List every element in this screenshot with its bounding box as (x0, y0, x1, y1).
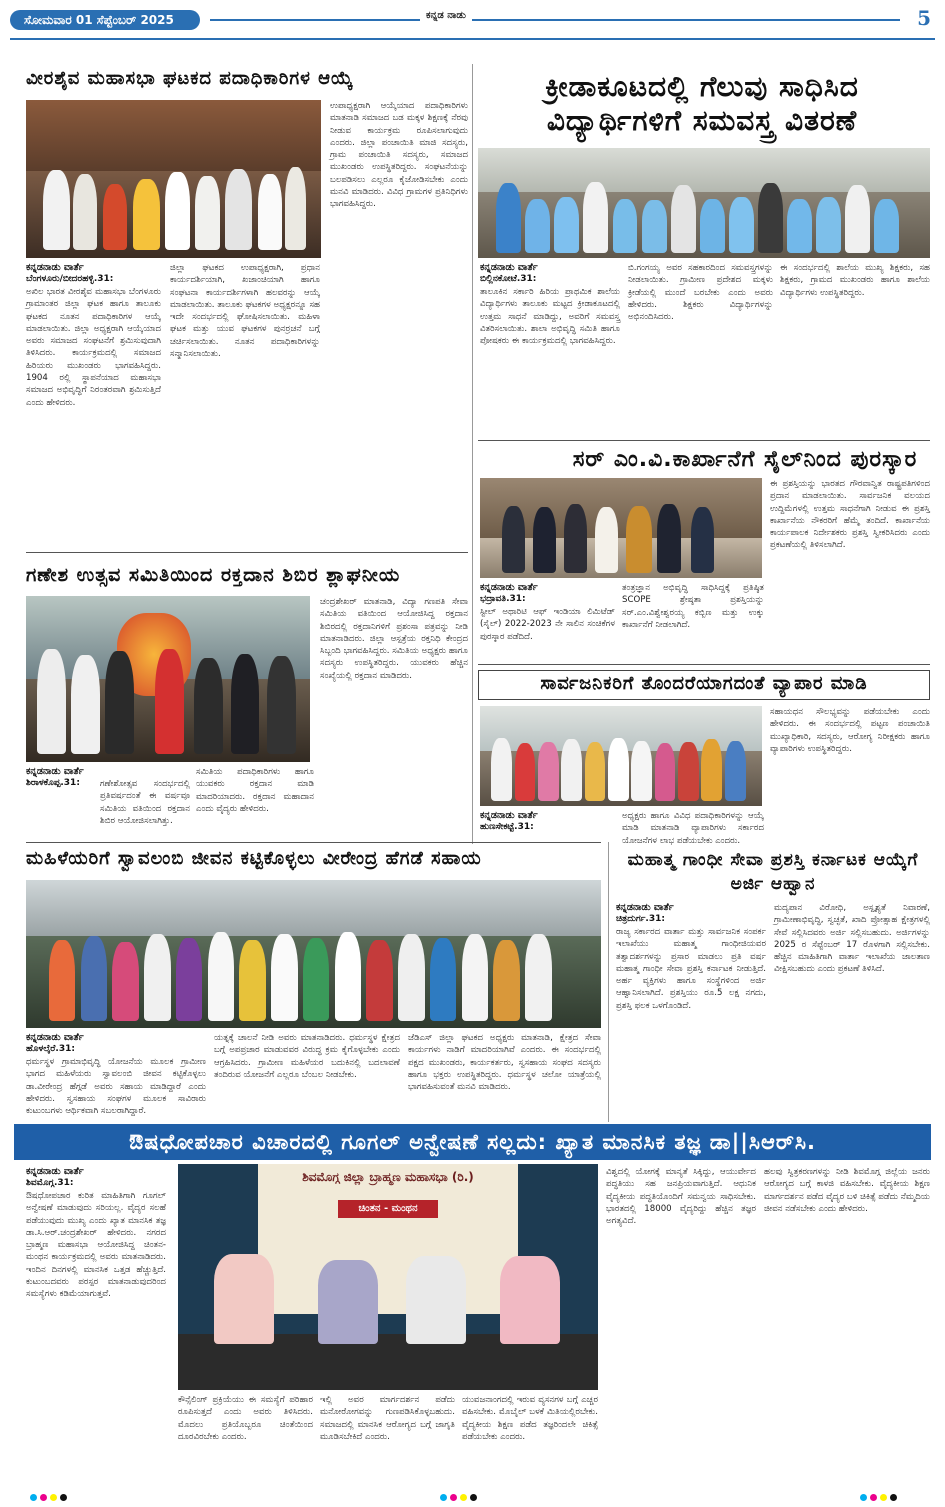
google-col2: ಕೌನ್ಸೆಲಿಂಗ್ ಪ್ರಕ್ರಿಯೆಯು ಈ ಸಮಸ್ಯೆಗೆ ಪರಿಹಾರ ರೂಪಿಸುತ್ತದೆ ಎಂದು ಅವರು ತಿಳಿಸಿದರು. ಮೊದಲು ಪ್ರತಿಯೊಬ್ಬರೂ ಚಿಂತೆಯಿಂದ ದೂರವಿರಬೇಕು ಎಂದರು. (178, 1395, 313, 1442)
women-photo (26, 880, 601, 1028)
sail-top-rule (478, 440, 930, 441)
trade-top-rule (478, 664, 930, 665)
header-rule (10, 38, 935, 40)
trade-col1-pad (480, 834, 615, 835)
trade-dateline: ಹುಣಸೇಕಟ್ಟೆ.31: (480, 822, 534, 832)
google-photo (178, 1164, 598, 1390)
banner-subtitle: ಚಿಂತನ - ಮಂಥನ (338, 1200, 438, 1218)
trade-col1-line (560, 822, 616, 828)
google-byline: ಕನ್ನಡನಾಡು ವಾರ್ತೆ (26, 1166, 84, 1177)
gandhi-left-rule (608, 842, 609, 1122)
trade-headline: ಸಾರ್ವಜನಿಕರಿಗೆ ತೊಂದರೆಯಾಗದಂತೆ ವ್ಯಾಪಾರ ಮಾಡಿ (540, 673, 868, 694)
sail-col2: ತಂತ್ರಜ್ಞಾನ ಅಭಿವೃದ್ಧಿ ಸಾಧಿಸಿದ್ದಕ್ಕೆ ಪ್ರತಿಷ್ಠಿತ SCOPE ಶ್ರೇಷ್ಠತಾ ಪ್ರಶಸ್ತಿಯನ್ನು ಸರ್.ಎಂ.ವಿಶ್ವೇಶ್ವರಯ್ಯ ಕಬ್ಬಿಣ ಮತ್ತು ಉಕ್ಕು ಕಾರ್ಖಾನೆಗೆ ನೀಡಲಾಗಿದೆ. (622, 583, 764, 630)
event-backdrop (258, 1164, 518, 1314)
sail-byline: ಕನ್ನಡನಾಡು ವಾರ್ತೆ (480, 582, 538, 593)
sports-col2: ಬಿ.ಗಂಗಯ್ಯ ಅವರ ಸಹಕಾರದಿಂದ ಸಮವಸ್ತ್ರಗಳನ್ನು ನೀಡಲಾಯಿತು. ಗ್ರಾಮೀಣ ಪ್ರದೇಶದ ಮಕ್ಕಳು ಕ್ರೀಡೆಯಲ್ಲಿ ಮುಂದೆ ಬರಬೇಕು ಎಂದು ಅವರು ಹೇಳಿದರು. ಶಿಕ್ಷಕರು ವಿದ್ಯಾರ್ಥಿಗಳನ್ನು ಅಭಿನಂದಿಸಿದರು. (628, 263, 773, 323)
registration-marks-center (440, 1494, 480, 1503)
google-col3: ಇಲ್ಲಿ ಅವರ ಮಾರ್ಗದರ್ಶನ ಪಡೆದು ಮನೋರೋಗವನ್ನು ಗುಣಪಡಿಸಿಕೊಳ್ಳಬಹುದು. ಸಮಾಜದಲ್ಲಿ ಮಾನಸಿಕ ಆರೋಗ್ಯದ ಬಗ್ಗೆ ಜಾಗೃತಿ ಮೂಡಿಸಬೇಕಿದೆ ಎಂದರು. (320, 1395, 455, 1442)
sports-col3: ಈ ಸಂದರ್ಭದಲ್ಲಿ ಶಾಲೆಯ ಮುಖ್ಯ ಶಿಕ್ಷಕರು, ಸಹ ಶಿಕ್ಷಕರು, ಗ್ರಾಮದ ಮುಖಂಡರು ಹಾಗೂ ಶಾಲೆಯ ವಿದ್ಯಾರ್ಥಿಗಳು ಉಪಸ್ಥಿತರಿದ್ದರು. (780, 263, 930, 298)
page-number: 5 (917, 6, 931, 30)
google-col1: ಔಷಧೋಪಚಾರ ಕುರಿತ ಮಾಹಿತಿಗಾಗಿ ಗೂಗಲ್ ಅನ್ವೇಷಣೆ ಮಾಡುವುದು ಸರಿಯಲ್ಲ. ವೈದ್ಯರ ಸಲಹೆ ಪಡೆಯುವುದು ಮುಖ್ಯ ಎಂದು ಖ್ಯಾತ ಮಾನಸಿಕ ತಜ್ಞ ಡಾ.ಸಿ.ಆರ್.ಚಂದ್ರಶೇಖರ್ ಹೇಳಿದರು. ನಗರದ ಬ್ರಾಹ್ಮಣ ಮಹಾಸಭಾ ಆಯೋಜಿಸಿದ್ದ ಚಿಂತನ-ಮಂಥನ ಕಾರ್ಯಕ್ರಮದಲ್ಲಿ ಅವರು ಮಾತನಾಡಿದರು. ಇಂದಿನ ದಿನಗಳಲ್ಲಿ ಮಾನಸಿಕ ಒತ್ತಡ ಹೆಚ್ಚುತ್ತಿದೆ. ಕುಟುಂಬದವರು ಪರಸ್ಪರ ಮಾತನಾಡುವುದರಿಂದ ಸಮಸ್ಯೆಗಳು ಕಡಿಮೆಯಾಗುತ್ತವೆ. (26, 1191, 166, 1300)
sail-dateline: ಭದ್ರಾವತಿ.31: (480, 594, 526, 604)
sports-dateline: ಬಿಲ್ಲಿನಕೋಟೆ.31: (480, 274, 537, 284)
sail-col1: ಸ್ಟೀಲ್ ಅಥಾರಿಟಿ ಆಫ್ ಇಂಡಿಯಾ ಲಿಮಿಟೆಡ್ (ಸೈಲ್) 2022-2023 ನೇ ಸಾಲಿನ ಸಂಚಿಕೆಗಳ ಪುರಸ್ಕಾರ ಪಡೆದಿದೆ. (480, 607, 615, 642)
sports-byline: ಕನ್ನಡನಾಡು ವಾರ್ತೆ (480, 262, 538, 273)
women-col2: ಯತ್ನಕ್ಕೆ ಚಾಲನೆ ನೀಡಿ ಅವರು ಮಾತನಾಡಿದರು. ಧರ್ಮಸ್ಥಳ ಕ್ಷೇತ್ರದ ಬಗ್ಗೆ ಅಪಪ್ರಚಾರ ಮಾಡುವವರ ವಿರುದ್ಧ ಕ್ರಮ ಕೈಗೊಳ್ಳಬೇಕು ಎಂದು ಆಗ್ರಹಿಸಿದರು. ಗ್ರಾಮೀಣ ಮಹಿಳೆಯರ ಬದುಕಿನಲ್ಲಿ ಬದಲಾವಣೆ ತಂದಿರುವ ಯೋಜನೆಗೆ ಎಲ್ಲರೂ ಬೆಂಬಲ ನೀಡಬೇಕು. (214, 1033, 400, 1080)
google-dateline: ಶಿವಮೊಗ್ಗ.31: (26, 1178, 74, 1188)
sports-photo (478, 148, 930, 258)
center-column-rule (472, 64, 473, 844)
ganesha-headline: ಗಣೇಶ ಉತ್ಸವ ಸಮಿತಿಯಿಂದ ರಕ್ತದಾನ ಶಿಬಿರ ಶ್ಲಾಘನೀಯ (26, 564, 401, 586)
masthead-bar (10, 6, 935, 36)
registration-marks-left (30, 1494, 70, 1503)
gandhi-col2: ಮದ್ಯಪಾನ ವಿರೋಧಿ, ಅಸ್ಪೃಶ್ಯತೆ ನಿವಾರಣೆ, ಗ್ರಾಮೀಣಾಭಿವೃದ್ಧಿ, ಸ್ವಚ್ಛತೆ, ಖಾದಿ ಪ್ರೋತ್ಸಾಹ ಕ್ಷೇತ್ರಗಳಲ್ಲಿ ಸೇವೆ ಸಲ್ಲಿಸಿದವರು ಅರ್ಜಿ ಸಲ್ಲಿಸಬಹುದು. ಅರ್ಜಿಗಳನ್ನು 2025 ರ ಸೆಪ್ಟೆಂಬರ್ 17 ರೊಳಗಾಗಿ ಸಲ್ಲಿಸಬೇಕು. ಹೆಚ್ಚಿನ ಮಾಹಿತಿಗಾಗಿ ವಾರ್ತಾ ಇಲಾಖೆಯ ಜಾಲತಾಣ ವೀಕ್ಷಿಸಬಹುದು ಎಂದು ಪ್ರಕಟಣೆ ತಿಳಿಸಿದೆ. (774, 903, 930, 975)
ganesha-top-rule (26, 552, 468, 553)
gandhi-dateline: ಚಿತ್ರದುರ್ಗ.31: (616, 914, 665, 924)
trade-photo (480, 706, 762, 806)
google-headline: ಔಷಧೋಪಚಾರ ವಿಚಾರದಲ್ಲಿ ಗೂಗಲ್ ಅನ್ವೇಷಣೆ ಸಲ್ಲದು: ಖ್ಯಾತ ಮಾನಸಿಕ ತಜ್ಞ ಡಾ||ಸಿಆರ್‌ಸಿ. (14, 1124, 931, 1160)
gandhi-headline: ಮಹಾತ್ಮ ಗಾಂಧೀ ಸೇವಾ ಪ್ರಶಸ್ತಿ ಕರ್ನಾಟಕ ಆಯ್ಕೆಗೆ ಅರ್ಜಿ ಆಹ್ವಾನ (627, 850, 919, 894)
ganesha-byline: ಕನ್ನಡನಾಡು ವಾರ್ತೆ (26, 766, 84, 777)
veerashaiva-photo (26, 100, 321, 258)
sail-photo (480, 478, 762, 578)
registration-marks-right (860, 1494, 900, 1503)
veerashaiva-col1: ಅಖಿಲ ಭಾರತ ವೀರಶೈವ ಮಹಾಸಭಾ ಬೆಂಗಳೂರು ಗ್ರಾಮಾಂತರ ಜಿಲ್ಲಾ ಘಟಕ ಹಾಗೂ ತಾಲೂಕು ಘಟಕದ ನೂತನ ಪದಾಧಿಕಾರಿಗಳ ಆಯ್ಕೆ ಮಾಡಲಾಯಿತು. ಜಿಲ್ಲಾ ಅಧ್ಯಕ್ಷರಾಗಿ ಆಯ್ಕೆಯಾದ ಅವರು ಸಮಾಜದ ಸಂಘಟನೆಗೆ ಶ್ರಮಿಸುವುದಾಗಿ ತಿಳಿಸಿದರು. ಕಾರ್ಯಕ್ರಮದಲ್ಲಿ ಸಮಾಜದ ಹಿರಿಯರು ಮುಖಂಡರು ಭಾಗವಹಿಸಿದ್ದರು. 1904 ರಲ್ಲಿ ಸ್ಥಾಪನೆಯಾದ ಮಹಾಸಭಾ ಸಮಾಜದ ಅಭಿವೃದ್ಧಿಗೆ ನಿರಂತರವಾಗಿ ಶ್ರಮಿಸುತ್ತಿದೆ ಎಂದು ಹೇಳಿದರು. (26, 287, 161, 408)
ganesha-col1: ಗಣೇಶೋತ್ಸವ ಸಂದರ್ಭದಲ್ಲಿ ಪ್ರತಿವರ್ಷದಂತೆ ಈ ವರ್ಷವೂ ಸಮಿತಿಯ ವತಿಯಿಂದ ರಕ್ತದಾನ ಶಿಬಿರ ಆಯೋಜಿಸಲಾಗಿತ್ತು. (100, 779, 190, 826)
speaker-4 (500, 1256, 560, 1344)
issue-date: ಸೋಮವಾರ 01 ಸೆಪ್ಟೆಂಬರ್ 2025 (10, 10, 200, 30)
speaker-3 (406, 1256, 466, 1344)
speaker-2 (318, 1260, 378, 1344)
sail-col3: ಈ ಪ್ರಶಸ್ತಿಯನ್ನು ಭಾರತದ ಗೌರವಾನ್ವಿತ ರಾಷ್ಟ್ರಪತಿಗಳಿಂದ ಪ್ರದಾನ ಮಾಡಲಾಯಿತು. ಸಾರ್ವಜನಿಕ ವಲಯದ ಉದ್ದಿಮೆಗಳಲ್ಲಿ ಉತ್ತಮ ಸಾಧನೆಗಾಗಿ ನೀಡುವ ಈ ಪ್ರಶಸ್ತಿ ಕಾರ್ಖಾನೆಯ ನೌಕರರಿಗೆ ಹೆಮ್ಮೆ ತಂದಿದೆ. ಕಾರ್ಖಾನೆಯ ಕಾರ್ಯಪಾಲಕ ನಿರ್ದೇಶಕರು ಪ್ರಶಸ್ತಿ ಸ್ವೀಕರಿಸಿದರು ಎಂದು ಪ್ರಕಟಣೆಯಲ್ಲಿ ತಿಳಿಸಲಾಗಿದೆ. (770, 479, 930, 551)
women-col3: ಜೆಡಿಎಸ್ ಜಿಲ್ಲಾ ಘಟಕದ ಅಧ್ಯಕ್ಷರು ಮಾತನಾಡಿ, ಕ್ಷೇತ್ರದ ಸೇವಾ ಕಾರ್ಯಗಳು ನಾಡಿಗೆ ಮಾದರಿಯಾಗಿವೆ ಎಂದರು. ಈ ಸಂದರ್ಭದಲ್ಲಿ ಪಕ್ಷದ ಮುಖಂಡರು, ಕಾರ್ಯಕರ್ತರು, ಸ್ವಸಹಾಯ ಸಂಘದ ಸದಸ್ಯರು ಹಾಗೂ ಭಕ್ತರು ಉಪಸ್ಥಿತರಿದ್ದರು. ಧರ್ಮಸ್ಥಳ ಚಲೋ ಯಾತ್ರೆಯಲ್ಲಿ ಭಾಗವಹಿಸುವಂತೆ ಮನವಿ ಮಾಡಿದರು. (408, 1033, 601, 1093)
trade-col3: ಸಹಾಯಧನ ಸೌಲಭ್ಯವನ್ನು ಪಡೆಯಬೇಕು ಎಂದು ಹೇಳಿದರು. ಈ ಸಂದರ್ಭದಲ್ಲಿ ಪಟ್ಟಣ ಪಂಚಾಯಿತಿ ಮುಖ್ಯಾಧಿಕಾರಿ, ಸದಸ್ಯರು, ಆರೋಗ್ಯ ನಿರೀಕ್ಷಕರು ಹಾಗೂ ವ್ಯಾಪಾರಿಗಳು ಉಪಸ್ಥಿತರಿದ್ದರು. (770, 707, 930, 754)
gandhi-byline: ಕನ್ನಡನಾಡು ವಾರ್ತೆ (616, 902, 674, 913)
banner-title: ಶಿವಮೊಗ್ಗ ಜಿಲ್ಲಾ ಬ್ರಾಹ್ಮಣ ಮಹಾಸಭಾ (ರಿ.) (302, 1170, 474, 1184)
ganesha-dateline: ಶಿರಾಳಕೊಪ್ಪ.31: (26, 778, 80, 788)
google-col6: ಹಲವು ಸ್ವಿತ್ರಕರಣಗಳನ್ನು ನೀಡಿ ಶಿವಮೊಗ್ಗ ಜಿಲ್ಲೆಯ ಜನರು ಆರೋಗ್ಯದ ಬಗ್ಗೆ ಕಾಳಜಿ ವಹಿಸಬೇಕು. ವೈದ್ಯಕೀಯ ಶಿಕ್ಷಣ ಮಾರ್ಗದರ್ಶನ ಪಡೆದ ವೈದ್ಯರ ಬಳಿ ಚಿಕಿತ್ಸೆ ಪಡೆದು ನೆಮ್ಮದಿಯ ಜೀವನ ನಡೆಸಬೇಕು ಎಂದು ಹೇಳಿದರು. (764, 1167, 930, 1214)
google-col5: ವಿಶ್ವದಲ್ಲಿ ಯೋಗಕ್ಕೆ ಮಾನ್ಯತೆ ಸಿಕ್ಕಿದ್ದು, ಆಯುರ್ವೇದ ಪದ್ಧತಿಯು ಸಹ ಜನಪ್ರಿಯವಾಗುತ್ತಿದೆ. ಆಧುನಿಕ ವೈದ್ಯಕೀಯ ಪದ್ಧತಿಯೊಂದಿಗೆ ಸಮನ್ವಯ ಸಾಧಿಸಬೇಕು. ಭಾರತದಲ್ಲಿ 18000 ವೈದ್ಯರಿದ್ದು ಹೆಚ್ಚಿನ ತಜ್ಞರ ಅಗತ್ಯವಿದೆ. (606, 1167, 756, 1227)
veerashaiva-col2: ಜಿಲ್ಲಾ ಘಟಕದ ಉಪಾಧ್ಯಕ್ಷರಾಗಿ, ಪ್ರಧಾನ ಕಾರ್ಯದರ್ಶಿಯಾಗಿ, ಖಜಾಂಚಿಯಾಗಿ ಹಾಗೂ ಸಂಘಟನಾ ಕಾರ್ಯದರ್ಶಿಗಳಾಗಿ ಹಲವರನ್ನು ಆಯ್ಕೆ ಮಾಡಲಾಯಿತು. ತಾಲೂಕು ಘಟಕಗಳ ಅಧ್ಯಕ್ಷರನ್ನೂ ಸಹ ಇದೇ ಸಂದರ್ಭದಲ್ಲಿ ಘೋಷಿಸಲಾಯಿತು. ಮಹಿಳಾ ಘಟಕ ಮತ್ತು ಯುವ ಘಟಕಗಳ ಪುನರ್ರಚನೆ ಬಗ್ಗೆ ಚರ್ಚಿಸಲಾಯಿತು. ನೂತನ ಪದಾಧಿಕಾರಿಗಳನ್ನು ಸನ್ಮಾನಿಸಲಾಯಿತು. (170, 263, 320, 360)
speaker-1 (214, 1254, 274, 1344)
ganesha-col2: ಸಮಿತಿಯ ಪದಾಧಿಕಾರಿಗಳು ಹಾಗೂ ಯುವಕರು ರಕ್ತದಾನ ಮಾಡಿ ಮಾದರಿಯಾದರು. ರಕ್ತದಾನ ಮಹಾದಾನ ಎಂದು ವೈದ್ಯರು ಹೇಳಿದರು. (196, 767, 314, 814)
women-dateline: ಹೊಳಲ್ಕೆರೆ.31: (26, 1044, 75, 1054)
ganesha-photo (26, 596, 310, 762)
gandhi-col1: ರಾಜ್ಯ ಸರ್ಕಾರದ ವಾರ್ತಾ ಮತ್ತು ಸಾರ್ವಜನಿಕ ಸಂಪರ್ಕ ಇಲಾಖೆಯು ಮಹಾತ್ಮ ಗಾಂಧೀಜಿಯವರ ತತ್ವಾದರ್ಶಗಳನ್ನು ಪ್ರಸಾರ ಮಾಡಲು ಪ್ರತಿ ವರ್ಷ ಮಹಾತ್ಮ ಗಾಂಧೀ ಸೇವಾ ಪ್ರಶಸ್ತಿ ಕರ್ನಾಟಕ ನೀಡುತ್ತಿದೆ. ಅರ್ಹ ವ್ಯಕ್ತಿಗಳು ಹಾಗೂ ಸಂಸ್ಥೆಗಳಿಂದ ಅರ್ಜಿ ಆಹ್ವಾನಿಸಲಾಗಿದೆ. ಪ್ರಶಸ್ತಿಯು ರೂ.5 ಲಕ್ಷ ನಗದು, ಪ್ರಶಸ್ತಿ ಫಲಕ ಒಳಗೊಂಡಿದೆ. (616, 927, 766, 1011)
sports-col1: ತಾಲೂಕಿನ ಸರ್ಕಾರಿ ಹಿರಿಯ ಪ್ರಾಥಮಿಕ ಶಾಲೆಯ ವಿದ್ಯಾರ್ಥಿಗಳು ತಾಲೂಕು ಮಟ್ಟದ ಕ್ರೀಡಾಕೂಟದಲ್ಲಿ ಉತ್ತಮ ಸಾಧನೆ ಮಾಡಿದ್ದು, ಅವರಿಗೆ ಸಮವಸ್ತ್ರ ವಿತರಿಸಲಾಯಿತು. ಶಾಲಾ ಅಭಿವೃದ್ಧಿ ಸಮಿತಿ ಹಾಗೂ ಪೋಷಕರು ಈ ಕಾರ್ಯಕ್ರಮದಲ್ಲಿ ಭಾಗವಹಿಸಿದ್ದರು. (480, 287, 620, 347)
sports-headline: ಕ್ರೀಡಾಕೂಟದಲ್ಲಿ ಗೆಲುವು ಸಾಧಿಸಿದ ವಿದ್ಯಾರ್ಥಿಗಳಿಗೆ ಸಮವಸ್ತ್ರ ವಿತರಣೆ (545, 70, 859, 137)
ganesha-col3: ಚಂದ್ರಶೇಖರ್ ಮಾತನಾಡಿ, ವಿದ್ಯಾ ಗಣಪತಿ ಸೇವಾ ಸಮಿತಿಯ ವತಿಯಿಂದ ಆಯೋಜಿಸಿದ್ದ ರಕ್ತದಾನ ಶಿಬಿರದಲ್ಲಿ ರಕ್ತದಾನಿಗಳಿಗೆ ಪ್ರಶಂಸಾ ಪತ್ರವನ್ನು ನೀಡಿ ಮಾತನಾಡಿದರು. ಜಿಲ್ಲಾ ಆಸ್ಪತ್ರೆಯ ರಕ್ತನಿಧಿ ಕೇಂದ್ರದ ಸಿಬ್ಬಂದಿ ಭಾಗವಹಿಸಿದ್ದರು. ಸಮಿತಿಯ ಅಧ್ಯಕ್ಷರು ಹಾಗೂ ಸದಸ್ಯರು ಉಪಸ್ಥಿತರಿದ್ದರು. ಯುವಕರು ಹೆಚ್ಚಿನ ಸಂಖ್ಯೆಯಲ್ಲಿ ರಕ್ತದಾನ ಮಾಡಿದರು. (320, 597, 468, 681)
trade-byline: ಕನ್ನಡನಾಡು ವಾರ್ತೆ (480, 810, 538, 821)
veerashaiva-byline: ಕನ್ನಡನಾಡು ವಾರ್ತೆ (26, 262, 84, 273)
women-headline: ಮಹಿಳೆಯರಿಗೆ ಸ್ವಾವಲಂಬಿ ಜೀವನ ಕಟ್ಟಿಕೊಳ್ಳಲು ವೀರೇಂದ್ರ ಹೆಗಡೆ ಸಹಾಯ (26, 848, 482, 869)
women-col1: ಧರ್ಮಸ್ಥಳ ಗ್ರಾಮಾಭಿವೃದ್ಧಿ ಯೋಜನೆಯ ಮೂಲಕ ಗ್ರಾಮೀಣ ಭಾಗದ ಮಹಿಳೆಯರು ಸ್ವಾವಲಂಬಿ ಜೀವನ ಕಟ್ಟಿಕೊಳ್ಳಲು ಡಾ.ವೀರೇಂದ್ರ ಹೆಗ್ಗಡೆ ಅವರು ಸಹಾಯ ಮಾಡಿದ್ದಾರೆ ಎಂದು ಹೇಳಿದರು. ಸ್ವಸಹಾಯ ಸಂಘಗಳ ಮೂಲಕ ಸಾವಿರಾರು ಕುಟುಂಬಗಳು ಆರ್ಥಿಕವಾಗಿ ಸಬಲರಾಗಿದ್ದಾರೆ. (26, 1057, 206, 1117)
google-col4: ಯುವಜನಾಂಗದಲ್ಲಿ ಇರುವ ವ್ಯಸನಗಳ ಬಗ್ಗೆ ಎಚ್ಚರ ವಹಿಸಬೇಕು. ಮೊಬೈಲ್ ಬಳಕೆ ಮಿತಿಯಲ್ಲಿರಬೇಕು. ವೈದ್ಯಕೀಯ ಶಿಕ್ಷಣ ಪಡೆದ ತಜ್ಞರಿಂದಲೇ ಚಿಕಿತ್ಸೆ ಪಡೆಯಬೇಕು ಎಂದರು. (462, 1395, 598, 1442)
veerashaiva-headline: ವೀರಶೈವ ಮಹಾಸಭಾ ಘಟಕದ ಪದಾಧಿಕಾರಿಗಳ ಆಯ್ಕೆ (26, 68, 354, 89)
women-top-rule (26, 842, 601, 843)
sail-headline: ಸರ್ ಎಂ.ವಿ.ಕಾರ್ಖಾನೆಗೆ ಸೈಲ್‌ನಿಂದ ಪುರಸ್ಕಾರ (572, 447, 918, 472)
women-byline: ಕನ್ನಡನಾಡು ವಾರ್ತೆ (26, 1032, 84, 1043)
trade-col2: ಅಧ್ಯಕ್ಷರು ಹಾಗೂ ವಿವಿಧ ಪದಾಧಿಕಾರಿಗಳನ್ನು ಆಯ್ಕೆ ಮಾಡಿ ಮಾತನಾಡಿ ವ್ಯಾಪಾರಿಗಳು ಸರ್ಕಾರದ ಯೋಜನೆಗಳ ಲಾಭ ಪಡೆಯಬೇಕು ಎಂದರು. (622, 811, 764, 846)
paper-name: ಕನ್ನಡ ನಾಡು (420, 10, 472, 21)
masthead-rule (210, 19, 900, 21)
veerashaiva-col3: ಉಪಾಧ್ಯಕ್ಷರಾಗಿ ಆಯ್ಕೆಯಾದ ಪದಾಧಿಕಾರಿಗಳು ಮಾತನಾಡಿ ಸಮಾಜದ ಬಡ ಮಕ್ಕಳ ಶಿಕ್ಷಣಕ್ಕೆ ನೆರವು ನೀಡುವ ಕಾರ್ಯಕ್ರಮ ರೂಪಿಸಲಾಗುವುದು ಎಂದರು. ಜಿಲ್ಲಾ ಪಂಚಾಯಿತಿ ಮಾಜಿ ಸದಸ್ಯರು, ಗ್ರಾಮ ಪಂಚಾಯಿತಿ ಸದಸ್ಯರು, ಸಮಾಜದ ಮುಖಂಡರು ಉಪಸ್ಥಿತರಿದ್ದರು. ಸಂಘಟನೆಯನ್ನು ಬಲಪಡಿಸಲು ಎಲ್ಲರೂ ಕೈಜೋಡಿಸಬೇಕು ಎಂದು ಮನವಿ ಮಾಡಿದರು. ವಿವಿಧ ಗ್ರಾಮಗಳ ಪ್ರತಿನಿಧಿಗಳು ಭಾಗವಹಿಸಿದ್ದರು. (330, 101, 468, 210)
veerashaiva-dateline: ಬೆಂಗಳೂರು/ಬೀದರಹಳ್ಳಿ.31: (26, 274, 114, 284)
